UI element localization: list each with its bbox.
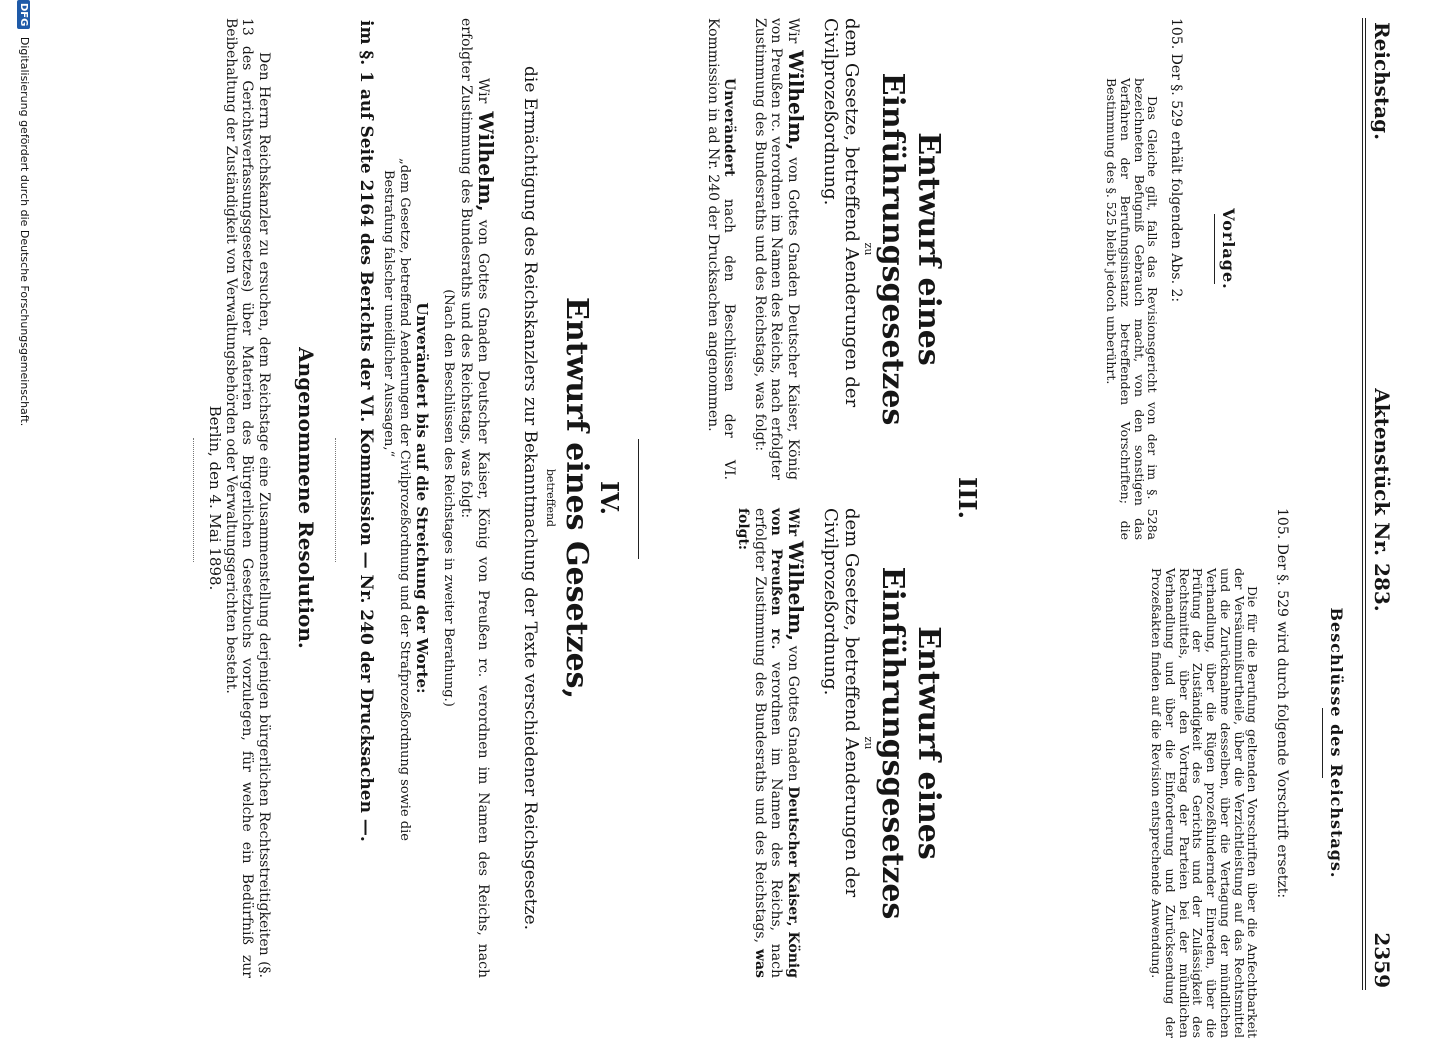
section-iii-right-title: Entwurf eines Einführungsgesetzes: [875, 566, 946, 920]
iv-decree-rest: von Gottes Gnaden Deutscher Kaiser, König von Preußen rc. verordnen im Namen des Reichs, nach erfolgter Zustimmung des Bundesraths und des Reichstags, was folgt:: [458, 18, 491, 979]
section-iv-decree: [458, 18, 498, 979]
left-item-105: 105. Der §. 529 erhält folgenden Abs. 2:: [1168, 18, 1184, 303]
section-iii-numeral: III.: [953, 476, 982, 520]
section-iii-right-zu: zu: [862, 736, 875, 750]
section-iv-reference: im §. 1 auf Seite 2164 des Berichts der VI. Kommission — Nr. 240 der Drucksachen —.: [356, 20, 376, 842]
section-iii-left-subtitle: [820, 18, 862, 480]
left-grace: von Gottes Gnaden Deutscher Kaiser, König von Preußen rc.: [768, 18, 801, 481]
section-iii-left: [691, 18, 947, 480]
section-iv-title: Entwurf eines Gesetzes,: [559, 296, 594, 700]
digitization-credit-text: Digitalisierung gefördert durch die Deutsche Forschungsgemeinschaft.: [18, 36, 31, 427]
beschluesse-underline: [1322, 708, 1323, 778]
vorlage-underline: [1214, 214, 1215, 284]
left-decree-rest: verordnen im Namen des Reichs, nach erfolgter Zustimmung des Bundesraths und des Reichstags, was folgt:: [752, 18, 785, 481]
right-was-folgt: was folgt:: [735, 508, 768, 978]
section-iv-numeral: IV.: [595, 480, 624, 515]
left-item-105-text: Das Gleiche gilt, falls das Revisionsgericht von der im §. 528a bezeichneten Befugniß Gebrauch macht, von den sonstigen das Verfahren der Berufungsinstanz betreffenden Vorschriften; die Bestimmung des §. 525 bleibt jedoch unberührt.: [1104, 78, 1161, 540]
right-grace-pre: von Gottes Gnaden: [785, 645, 801, 782]
section-iii-right-subtitle: [820, 508, 862, 978]
section-iv-subtitle: die Ermächtigung des Reichskanzlers zur Bekanntmachung der Texte verschiedener Reichsgesetze.: [520, 66, 540, 930]
section-iii-left-title: Entwurf eines Einführungsgesetzes: [875, 72, 946, 426]
section-iv-end-dots: [335, 438, 336, 562]
section-iv-unchanged: Unverändert bis auf die Streichung der Worte:: [413, 302, 431, 694]
right-item-105-text: Die für die Berufung geltenden Vorschriften über die Anfechtbarkeit der Versäumnißurtheile, über die Verzichtleistung auf das Rechtsmittel und die Zurücknahme desselben, über die Vertagung der mündlichen Verhandlung, über die Rügen prozeßhindernder Einreden, über die Prüfung der Zuständigkeit des Gerichts und der Zulässigkeit des Rechtsmittels, über den Vortrag der Parteien bei der mündlichen Verhandlung und über die Einforderung und Zurücksendung der Prozeßakten finden auf die Revision entsprechende Anwendung.: [1148, 568, 1261, 1038]
header-reichstag: Reichstag.: [1370, 22, 1394, 141]
digitization-credit: [18, 0, 32, 1000]
header-page-number: 2359: [1370, 932, 1394, 988]
section-iv-note: (Nach den Beschlüssen des Reichstages in zweiter Berathung.): [441, 289, 456, 707]
section-iii-left-decree: [752, 18, 808, 481]
right-grace-bold: Deutscher Kaiser, König von Preußen rc.: [768, 508, 801, 979]
right-wilhelm: Wilhelm,: [784, 540, 808, 642]
left-unveraendert: Unverändert: [721, 78, 738, 177]
right-decree-rest: verordnen im Namen des Reichs, nach erfolgter Zustimmung des Bundesraths und des Reichstags,: [752, 508, 785, 978]
section-iii-left-subtitle-text: dem Gesetze, betreffend Aenderungen der Civilprozeßordnung.: [820, 18, 862, 408]
section-iv-quote-2: Bestrafung falscher uneidlicher Aussagen,“: [381, 170, 396, 458]
section-iii-right-decree: [735, 508, 808, 979]
vorlage-label: Vorlage.: [1219, 208, 1238, 290]
section-iii-right: [721, 508, 946, 978]
right-item-105: 105. Der §. 529 wird durch folgende Vorschrift ersetzt:: [1274, 508, 1290, 899]
section-iv-quote-1: „dem Gesetze, betreffend Aenderungen der Civilprozeßordnung und der Strafprozeßordnung sowie die: [397, 158, 412, 841]
beschluesse-label: Beschlüsse des Reichstags.: [1327, 607, 1346, 879]
dfg-logo: DFG: [18, 0, 31, 29]
header-rule-double: [1362, 18, 1363, 990]
page-content: [18, 0, 1434, 1038]
left-column-heading: [1214, 18, 1238, 480]
header-rule: [1365, 18, 1366, 990]
section-iv-betreffend: betreffend: [544, 468, 557, 528]
left-wilhelm: Wilhelm,: [784, 50, 808, 151]
section-iii-left-unchanged: [705, 18, 738, 480]
header-document-number: Aktenstück Nr. 283.: [1370, 388, 1394, 612]
right-wir: Wir: [785, 508, 801, 537]
iv-wilhelm: Wilhelm,: [474, 111, 498, 212]
iv-wir: Wir: [475, 78, 491, 104]
left-wir: Wir: [785, 18, 801, 44]
resolution-title: Angenommene Resolution.: [294, 347, 318, 649]
right-column-heading: [1322, 508, 1346, 978]
resolution-place-date: Berlin, den 4. Mai 1898.: [206, 405, 224, 591]
resolution-text: Den Herrn Reichskanzler zu ersuchen, dem Reichstage eine Zusammenstellung derjenigen bürgerlichen Rechtsstreitigkeiten (§. 13 des Gerichtsverfassungsgesetzes) über Materien des Bürgerlichen Gesetzbuchs vorzulegen, für welche ein Bedürfniß zur Beibehaltung der Zuständigkeit von Verwaltungsbehörden oder Verwaltungsgerichten besteht.: [223, 18, 272, 978]
left-unveraendert-rest: nach den Beschlüssen der VI. Kommission in ad Nr. 240 der Drucksachen angenommen.: [705, 18, 738, 480]
section-iii-right-subtitle-text: dem Gesetze, betreffend Aenderungen der Civilprozeßordnung.: [820, 508, 862, 898]
section-iii-end-rule: [638, 439, 639, 559]
resolution-end-dots: [193, 438, 194, 562]
section-iii-left-zu: zu: [862, 242, 875, 256]
